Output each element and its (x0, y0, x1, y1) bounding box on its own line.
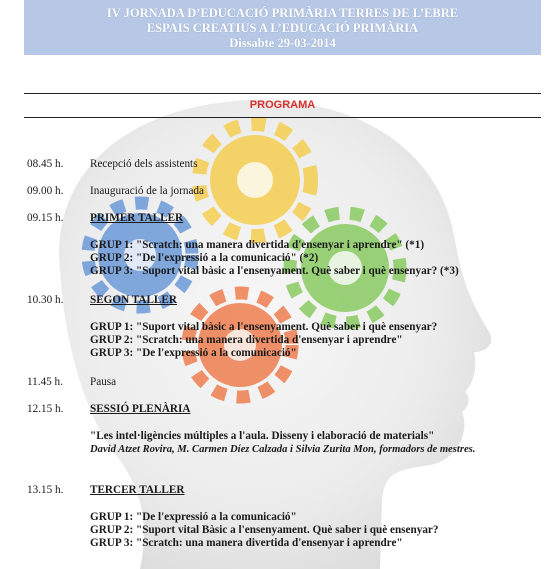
session-title: SESSIÓ PLENÀRIA (90, 403, 191, 415)
divider-bottom (24, 117, 541, 118)
header-banner (24, 0, 541, 55)
group-item: GRUP 2: "Suport vital Bàsic a l'ensenyament. Què saber i què ensenyar? (90, 524, 439, 536)
session-title: PRIMER TALLER (90, 212, 184, 224)
header-date: Dissabte 29-03-2014 (229, 36, 336, 50)
programa-title: PROGRAMA (249, 99, 316, 111)
group-item: GRUP 3: "De l'expressió a la comunicació" (90, 347, 297, 359)
schedule-time: 12.15 h. (27, 403, 64, 415)
group-item: GRUP 3: "Scratch: una manera divertida d'ensenyar i aprendre" (90, 537, 403, 549)
schedule-item-title: Inauguració de la jornada (90, 185, 204, 197)
group-item: GRUP 1: "Suport vital bàsic a l'ensenyament. Què saber i què ensenyar? (90, 321, 438, 333)
schedule-time: 10.30 h. (27, 294, 64, 306)
schedule-time: 11.45 h. (27, 376, 63, 388)
group-item: GRUP 2: "De l'expressió a la comunicació" (*2) (90, 252, 319, 264)
header-title: IV JORNADA D’EDUCACIÓ PRIMÀRIA TERRES DE L’EBRE (106, 6, 459, 20)
plenary-speakers: David Atzet Rovira, M. Carmen Díez Calzada i Silvia Zurita Mon, formadors de mestres. (90, 444, 476, 455)
schedule-time: 09.15 h. (27, 212, 64, 224)
header-subtitle: ESPAIS CREATIUS A L’EDUCACIÓ PRIMÀRIA (146, 21, 419, 35)
group-item: GRUP 1: "De l'expressió a la comunicació" (90, 511, 297, 523)
group-item: GRUP 2: "Scratch: una manera divertida d'ensenyar i aprendre" (90, 334, 403, 346)
schedule-time: 09.00 h. (27, 185, 64, 197)
schedule-time: 13.15 h. (27, 484, 64, 496)
group-item: GRUP 1: "Scratch: una manera divertida d'ensenyar i aprendre" (*1) (90, 239, 425, 251)
group-item: GRUP 3: "Suport vital bàsic a l'ensenyament. Què saber i què ensenyar? (*3) (90, 265, 459, 277)
divider-top (24, 93, 541, 94)
session-title: TERCER TALLER (90, 484, 185, 496)
schedule-item-title: Pausa (90, 376, 117, 388)
schedule-time: 08.45 h. (27, 158, 64, 170)
plenary-talk: "Les intel·ligències múltiples a l'aula. Disseny i elaboració de materials" (90, 430, 435, 442)
session-title: SEGON TALLER (90, 294, 177, 306)
schedule-item-title: Recepció dels assistents (90, 158, 198, 170)
